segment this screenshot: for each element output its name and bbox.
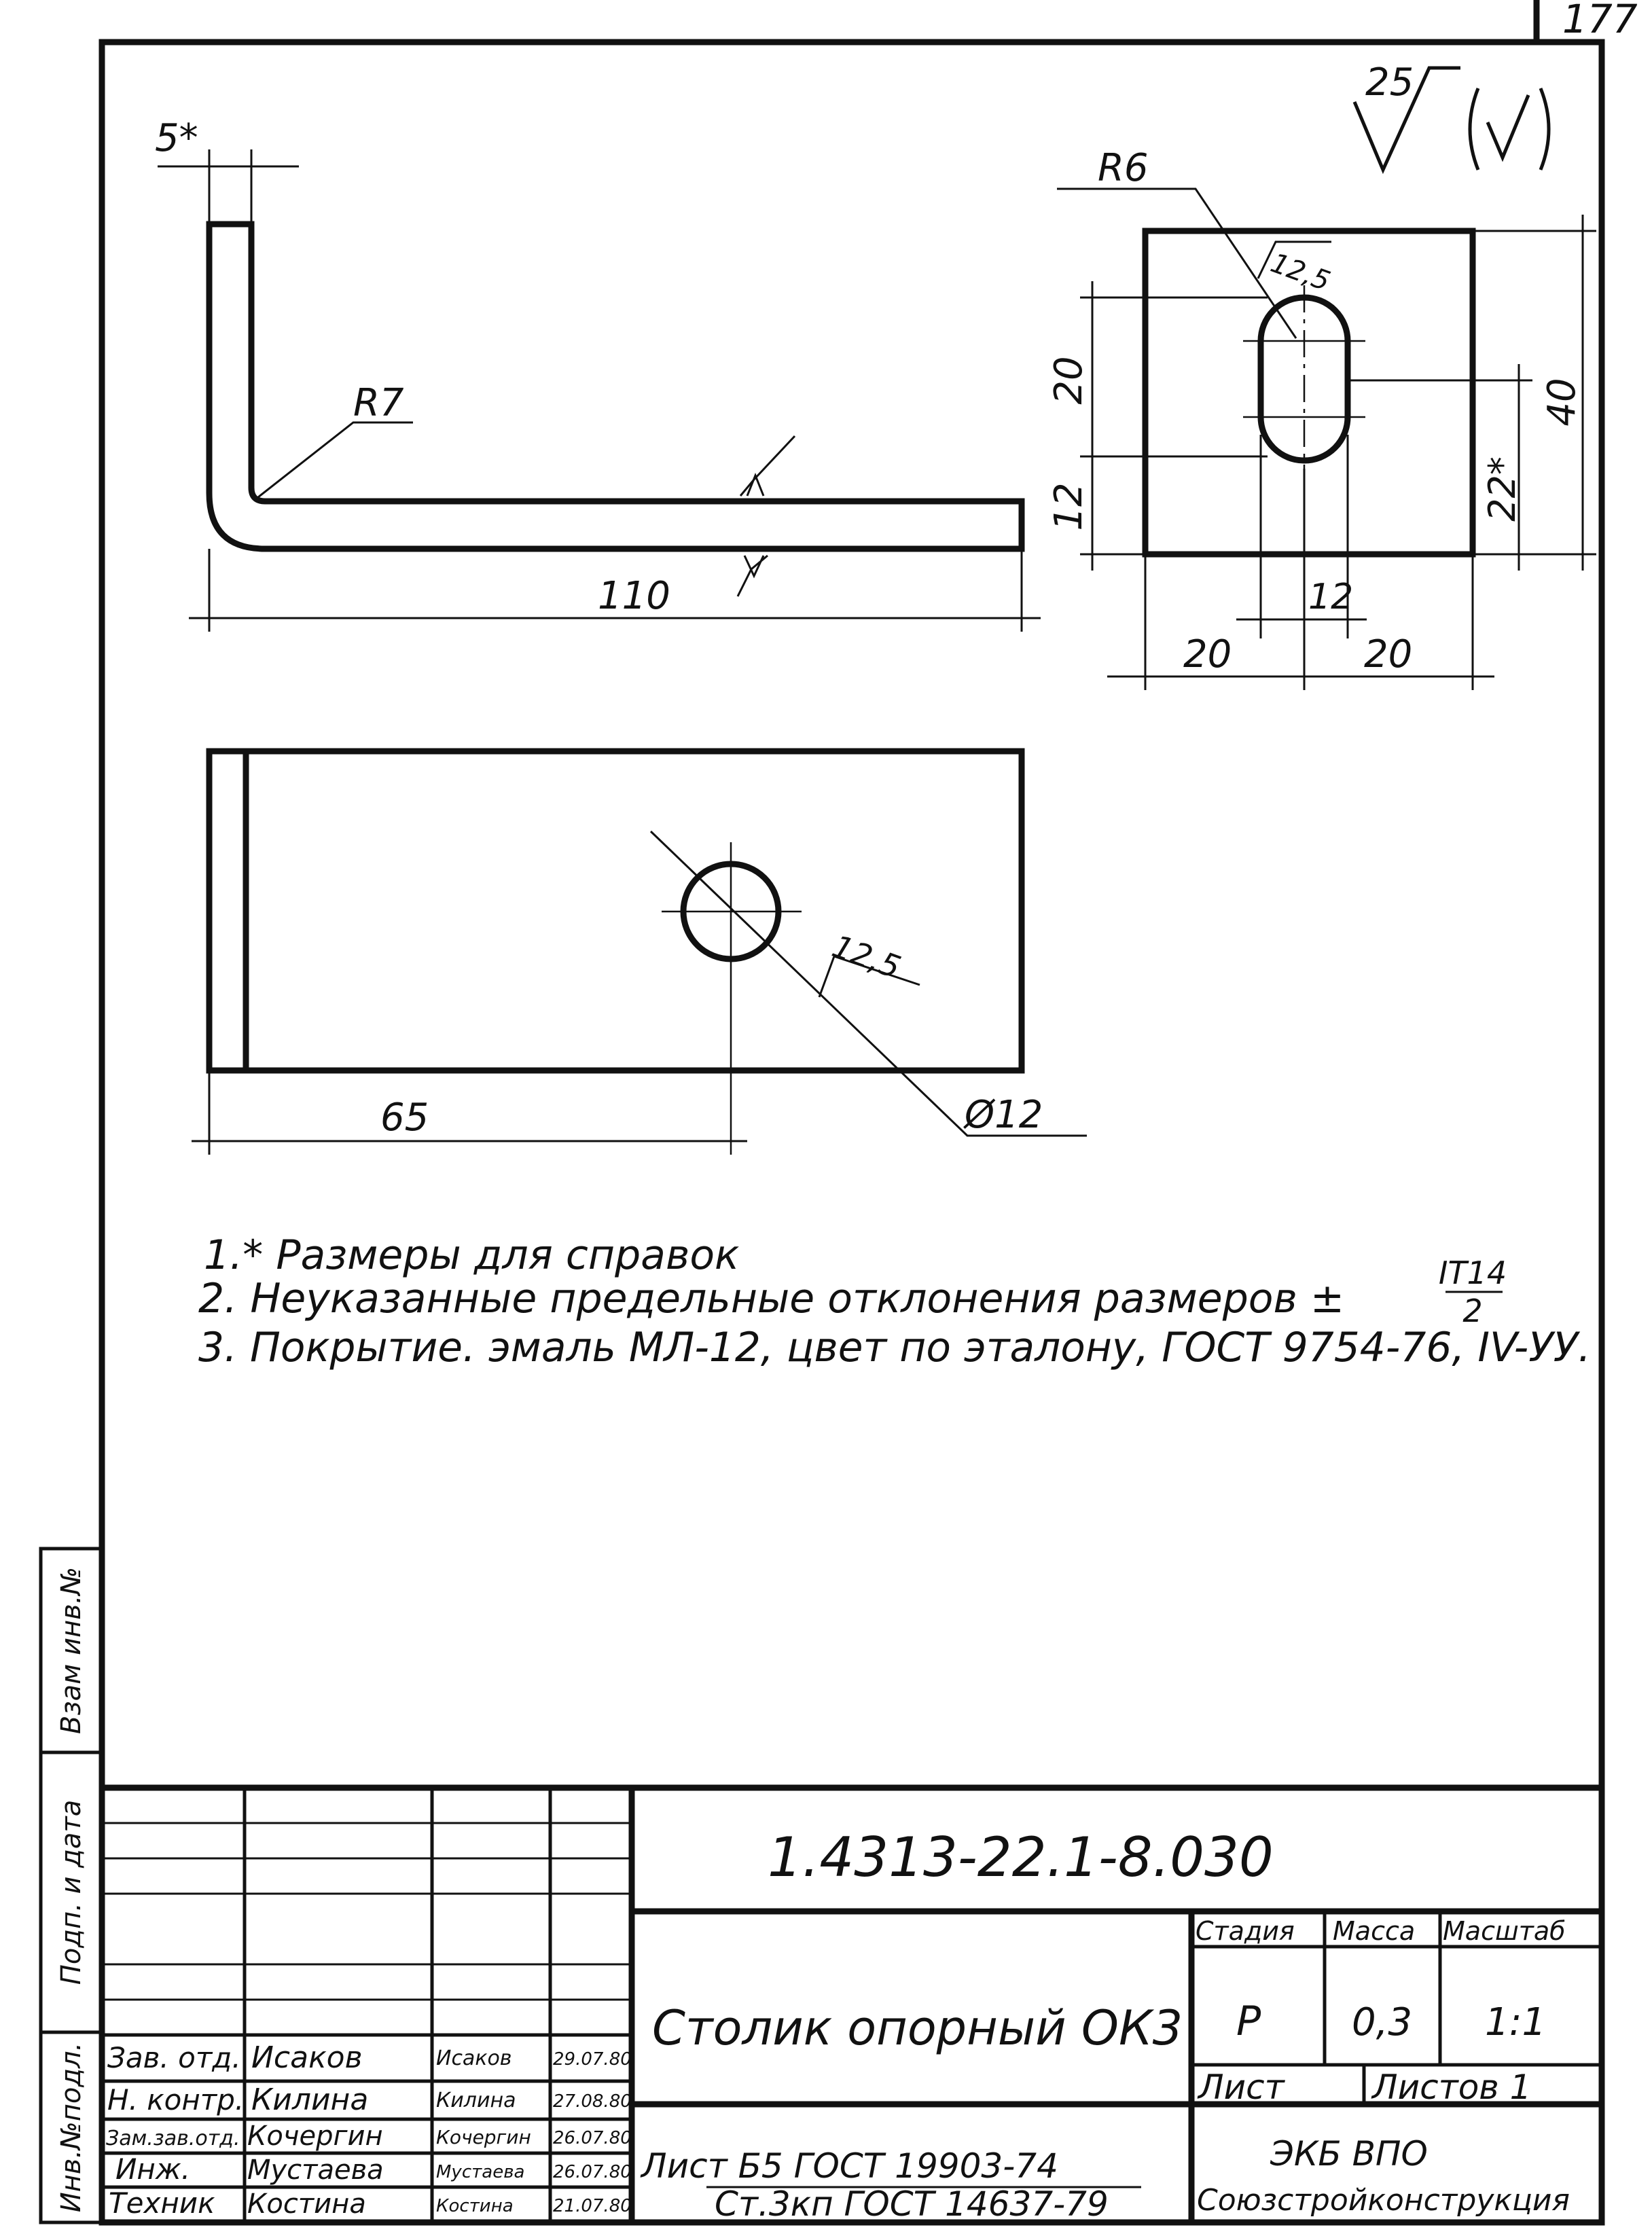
signatory-row <box>107 2040 632 2075</box>
side-view <box>155 116 1041 632</box>
signatory-date: 21.07.80 <box>553 2196 632 2216</box>
side-stamp-replaced-inv: Взам инв.№ <box>56 1566 87 1735</box>
bend-radius-leader <box>258 422 413 497</box>
slot-radius-label: R6 <box>1098 146 1149 190</box>
signatory-signature: Кочергин <box>436 2126 531 2148</box>
note-2: 2. Неуказанные предельные отклонения размеров ± <box>198 1275 1345 1322</box>
material-line-2: Ст.3кп ГОСТ 14637-79 <box>715 2184 1109 2224</box>
signatory-signature: Килина <box>436 2089 516 2112</box>
sheet-frame <box>102 0 1638 2222</box>
signatory-name: Кочергин <box>247 2121 383 2152</box>
roughness-inner-check-mark <box>1488 95 1528 158</box>
height-ref-label: 22* <box>1481 456 1524 522</box>
slot-roughness-label: 12,5 <box>1266 247 1335 297</box>
width-left-label: 20 <box>1183 632 1232 677</box>
scale-header: Масштаб <box>1443 1916 1566 1946</box>
roughness-paren-left <box>1470 88 1478 170</box>
plan-outline <box>209 751 1022 1070</box>
signatory-signature: Исаков <box>436 2046 512 2070</box>
sheet-label: Лист <box>1198 2068 1285 2107</box>
bend-radius-label: R7 <box>353 381 404 425</box>
signatory-date: 26.07.80 <box>553 2162 632 2182</box>
stage-value: Р <box>1236 1998 1261 2045</box>
sheets-label: Листов 1 <box>1372 2068 1532 2107</box>
hole-roughness-label: 12,5 <box>827 927 905 986</box>
title-block <box>102 1788 1602 2224</box>
signatory-name: Мустаева <box>247 2154 384 2186</box>
section-mark-bottom <box>738 556 768 596</box>
note-3: 3. Покрытие. эмаль МЛ-12, цвет по эталону, ГОСТ 9754-76, IV-УУ. <box>198 1324 1591 1371</box>
height-upper-label: 20 <box>1047 356 1091 405</box>
signatory-name: Килина <box>251 2082 369 2117</box>
signatory-date: 27.08.80 <box>553 2091 632 2112</box>
signatory-signature: Костина <box>436 2196 514 2216</box>
hole-offset-label: 65 <box>380 1096 429 1140</box>
signatory-date: 29.07.80 <box>553 2049 632 2070</box>
scale-value: 1:1 <box>1485 2000 1547 2044</box>
material-line-1: Лист Б5 ГОСТ 19903-74 <box>641 2146 1058 2186</box>
roughness-paren-right <box>1541 88 1549 170</box>
length-label: 110 <box>598 574 670 618</box>
mass-value: 0,3 <box>1352 2000 1413 2044</box>
drawing-designation: 1.4313-22.1-8.030 <box>768 1826 1274 1889</box>
signatory-row <box>115 2152 632 2186</box>
signatory-row <box>106 2121 632 2152</box>
slot-width-label: 12 <box>1308 577 1354 617</box>
signatory-role: Инж. <box>115 2152 191 2186</box>
hole-diameter-label: Ø12 <box>965 1093 1043 1137</box>
signatory-signature: Мустаева <box>436 2162 525 2182</box>
note-1: 1.* Размеры для справок <box>204 1231 740 1279</box>
tolerance-denominator: 2 <box>1462 1293 1483 1329</box>
height-total-label: 40 <box>1540 378 1584 427</box>
thickness-label: 5* <box>155 116 198 160</box>
tolerance-numerator: IT14 <box>1438 1255 1507 1291</box>
technical-notes <box>198 1231 1591 1371</box>
sheet-corner-number: 177 <box>1562 0 1638 42</box>
section-mark-top <box>740 436 795 496</box>
part-name: Столик опорный ОК3 <box>652 2000 1183 2056</box>
roughness-value: 25 <box>1365 60 1414 105</box>
signatory-date: 26.07.80 <box>553 2128 632 2148</box>
width-right-label: 20 <box>1364 632 1413 677</box>
organization-line-1: ЭКБ ВПО <box>1270 2134 1428 2174</box>
side-stamp-sign-date: Подп. и дата <box>56 1799 87 1985</box>
stage-header: Стадия <box>1196 1916 1295 1946</box>
side-stamp-inv-no: Инв.№подл. <box>56 2042 87 2213</box>
signatory-role: Зам.зав.отд. <box>106 2127 240 2150</box>
signatory-row <box>107 2082 632 2117</box>
signatory-role: Н. контр. <box>107 2083 245 2116</box>
mass-header: Масса <box>1333 1916 1416 1946</box>
height-lower-label: 12 <box>1047 482 1091 531</box>
bracket-profile <box>209 224 1022 549</box>
roughness-symbol <box>1354 60 1549 170</box>
signatory-row <box>109 2186 632 2220</box>
signatory-role: Техник <box>109 2186 215 2220</box>
frame-border <box>102 42 1602 2222</box>
signatory-role: Зав. отд. <box>107 2041 241 2074</box>
organization-line-2: Союзстройконструкция <box>1197 2183 1570 2218</box>
signatory-name: Исаков <box>251 2040 363 2075</box>
top-view <box>192 751 1087 1155</box>
signatory-name: Костина <box>247 2188 366 2220</box>
side-stamp <box>41 1549 102 2222</box>
front-view <box>1047 146 1596 690</box>
